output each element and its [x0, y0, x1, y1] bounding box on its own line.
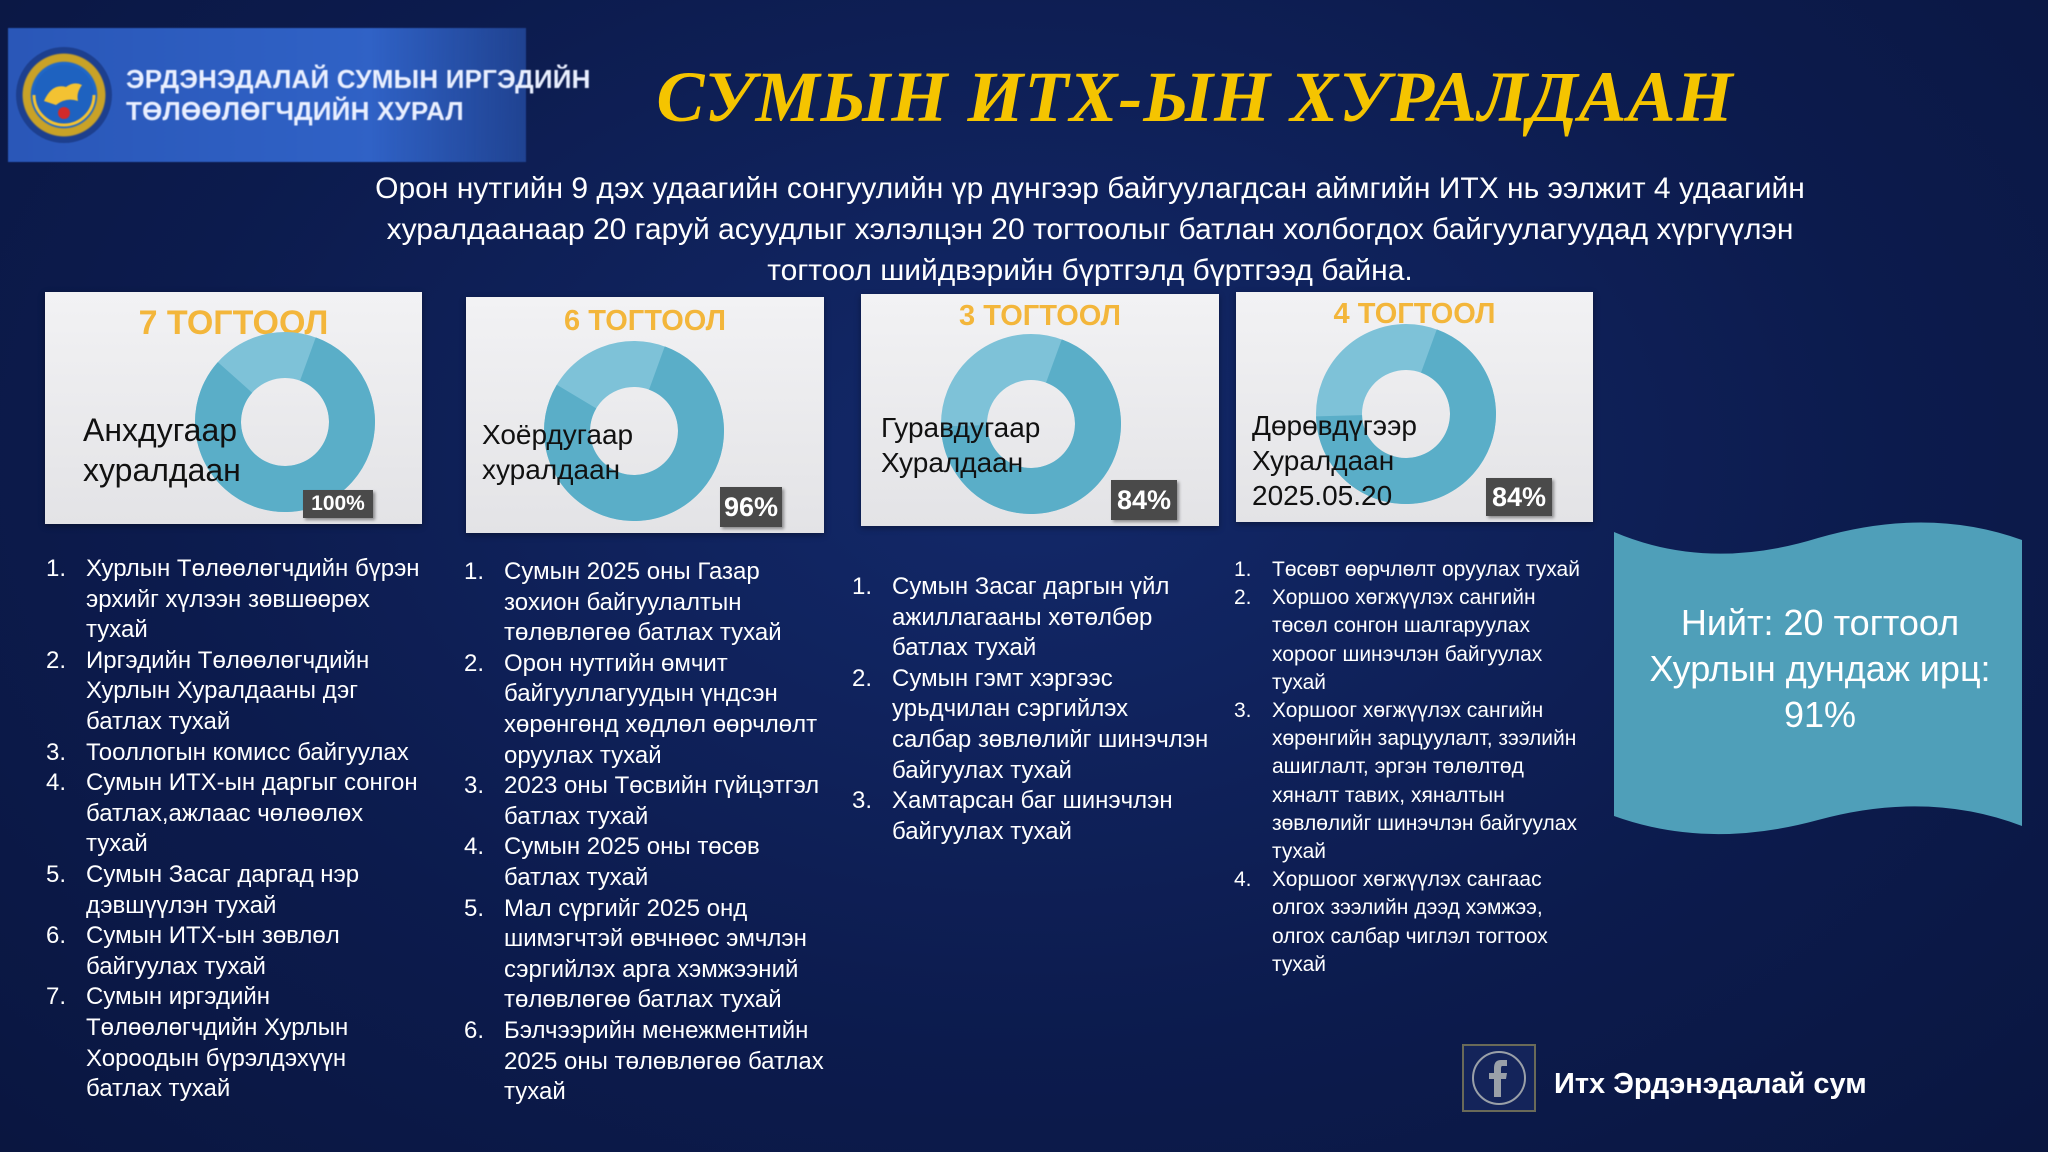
- intro-line1: Орон нутгийн 9 дэх удаагийн сонгуулийн үр дүнгээр байгуулагдсан аймгийн ИТХ нь ээлжит 4 удаагийн: [375, 172, 1805, 205]
- page-title: СУМЫН ИТХ-ЫН ХУРАЛДААН: [656, 57, 1734, 137]
- summary-attendance-label: Хурлын дундаж ирц:: [1649, 648, 1991, 689]
- org-name-line2: ТӨЛӨӨЛӨГЧДИЙН ХУРАЛ: [126, 96, 464, 126]
- resolution-number: 2.: [1234, 586, 1252, 610]
- session-count-label: 7 ТОГТООЛ: [138, 304, 329, 342]
- session-count-label: 4 ТОГТООЛ: [1333, 298, 1496, 330]
- resolution-item: [46, 738, 426, 769]
- resolution-item: [464, 1016, 824, 1108]
- resolution-number: 1.: [1234, 558, 1252, 581]
- facebook-icon[interactable]: [1464, 1046, 1534, 1110]
- intro-line2: хуралдаанаар 20 гаруй асуудлыг хэлэлцэн 20 тогтоолыг батлан холбогдох байгуулагуудад хүргүүлэн: [386, 213, 1794, 246]
- resolution-item: [46, 982, 426, 1104]
- resolution-number: 4.: [464, 833, 485, 861]
- resolution-item: [464, 557, 824, 649]
- attendance-percent-badge: 96%: [720, 487, 782, 527]
- resolution-text: Сумын Засаг даргад нэр дэвшүүлэн тухай: [86, 860, 360, 919]
- session-name: [83, 410, 241, 490]
- org-name-line1: ЭРДЭНЭДАЛАЙ СУМЫН ИРГЭДИЙН: [126, 64, 591, 94]
- resolution-text: Хоршоо хөгжүүлэх сангийн төсөл сонгон шалгаруулах хороог шинэчлэн байгуулах тухай: [1272, 586, 1543, 694]
- resolution-number: 6.: [464, 1016, 485, 1044]
- session-name-line1: Гуравдугаар: [881, 412, 1041, 443]
- header-logo-banner: [8, 28, 591, 162]
- session-name-line1: Анхдугаар: [83, 412, 238, 448]
- intro-text: [270, 168, 1910, 291]
- resolution-number: 2.: [464, 649, 485, 677]
- resolution-text: Орон нутгийн өмчит байгууллагуудын үндсэн хөрөнгөнд хөдлөл өөрчлөлт оруулах тухай: [504, 649, 818, 769]
- resolution-text: Тооллогын комисс байгуулах: [86, 738, 409, 766]
- resolution-text: Хоршоог хөгжүүлэх сангийн хөрөнгийн зарцуулалт, зээлийн ашиглалт, эргэн төлөлтөд хяналт тавих, хяналтын зөвлөлийг шинэчлэн байгуулах тухай: [1272, 699, 1577, 864]
- facebook-page-name[interactable]: Итх Эрдэнэдалай сум: [1554, 1068, 1867, 1100]
- resolution-number: 3.: [46, 738, 67, 766]
- resolution-list-1: [46, 554, 426, 1105]
- resolution-item: [1234, 584, 1594, 697]
- resolution-number: 5.: [464, 894, 485, 922]
- resolution-item: [852, 786, 1212, 847]
- resolution-number: 1.: [464, 558, 485, 585]
- session-name-line2: хуралдаан: [482, 454, 621, 485]
- resolution-number: 1.: [852, 573, 873, 600]
- resolution-item: [464, 832, 824, 893]
- resolution-text: Сумын ИТХ-ын зөвлөл байгуулах тухай: [86, 922, 340, 980]
- facebook-link-box[interactable]: [1462, 1044, 1536, 1112]
- resolution-text: Хурлын Төлөөлөгчдийн бүрэн эрхийг хүлээн зөвшөөрөх тухай: [86, 555, 420, 644]
- resolution-item: [1234, 866, 1594, 979]
- resolution-item: [46, 860, 426, 921]
- resolution-text: Сумын Засаг даргын үйл ажиллагааны хөтөлбөр батлах тухай: [892, 573, 1170, 662]
- session-card-1: [45, 292, 422, 524]
- session-name-line1: Дөрөвдүгээр: [1252, 410, 1417, 441]
- session-card-2: [466, 297, 824, 533]
- session-count-label: 6 ТОГТООЛ: [564, 305, 726, 337]
- session-card-3: [861, 294, 1219, 526]
- resolution-item: [852, 572, 1212, 664]
- resolution-item: [852, 664, 1212, 786]
- resolution-item: [46, 921, 426, 982]
- resolution-text: Сумын ИТХ-ын даргыг сонгон батлах,ажлаас чөлөөлөх тухай: [86, 769, 418, 858]
- session-name: [482, 417, 633, 487]
- resolution-text: 2023 оны Төсвийн гүйцэтгэл батлах тухай: [504, 772, 820, 830]
- org-name: [126, 63, 591, 127]
- summary-total: Нийт: 20 тогтоол: [1680, 602, 1960, 643]
- session-name-line2: Хуралдаан: [881, 447, 1024, 478]
- resolution-item: [464, 894, 824, 1016]
- resolution-list-4: [1234, 556, 1594, 979]
- resolution-item: [46, 554, 426, 646]
- resolution-number: 2.: [852, 664, 873, 692]
- session-date: 2025.05.20: [1252, 480, 1393, 511]
- session-count-label: 3 ТОГТООЛ: [959, 300, 1121, 332]
- resolution-item: [46, 646, 426, 738]
- resolution-number: 2.: [46, 646, 67, 674]
- resolution-number: 7.: [46, 983, 67, 1011]
- session-name: [1252, 408, 1417, 513]
- resolution-list-3: [852, 572, 1212, 847]
- emblem-icon: [16, 47, 112, 143]
- resolution-number: 3.: [464, 772, 485, 800]
- resolution-text: Хамтарсан баг шинэчлэн байгуулах тухай: [892, 787, 1173, 845]
- resolution-number: 3.: [1234, 699, 1252, 723]
- resolution-item: [1234, 697, 1594, 866]
- resolution-text: Сумын иргэдийн Төлөөлөгчдийн Хурлын Хороодын бүрэлдэхүүн батлах тухай: [86, 983, 349, 1103]
- resolution-text: Мал сүргийг 2025 онд шимэгчтэй өвчнөөс эмчлэн сэргийлэх арга хэмжээний төлөвлөгөө батлах тухай: [504, 894, 807, 1014]
- session-name-line2: хуралдаан: [83, 452, 241, 488]
- resolution-item: [1234, 556, 1594, 584]
- resolution-item: [464, 771, 824, 832]
- resolution-item: [464, 649, 824, 771]
- resolution-text: Сумын 2025 оны Газар зохион байгуулалтын төлөвлөгөө батлах тухай: [504, 558, 782, 647]
- resolution-number: 3.: [852, 787, 873, 815]
- resolution-text: Сумын 2025 оны төсөв батлах тухай: [504, 833, 760, 891]
- resolution-list-2: [464, 557, 824, 1108]
- resolution-text: Иргэдийн Төлөөлөгчдийн Хурлын Хуралдааны дэг батлах тухай: [86, 646, 370, 735]
- session-name-line1: Хоёрдугаар: [482, 419, 634, 450]
- resolution-number: 5.: [46, 860, 67, 888]
- resolution-number: 4.: [46, 769, 67, 797]
- session-name: [881, 410, 1040, 480]
- resolution-item: [46, 768, 426, 860]
- resolution-text: Төсөвт өөрчлөлт оруулах тухай: [1272, 558, 1580, 581]
- summary-attendance-value: 91%: [1783, 694, 1857, 735]
- session-name-line2: Хуралдаан: [1252, 445, 1395, 476]
- resolution-text: Бэлчээрийн менежментийн 2025 оны төлөвлөгөө батлах тухай: [504, 1016, 824, 1106]
- resolution-text: Сумын гэмт хэргээс урьдчилан сэргийлэх салбар зөвлөлийг шинэчлэн байгуулах тухай: [892, 664, 1209, 784]
- resolution-number: 1.: [46, 555, 67, 582]
- resolution-number: 6.: [46, 922, 67, 950]
- attendance-percent-badge: 84%: [1486, 478, 1552, 516]
- attendance-percent-badge: 84%: [1111, 480, 1177, 520]
- resolution-text: Хоршоог хөгжүүлэх сангаас олгох зээлийн дээд хэмжээ, олгох салбар чиглэл тогтоох тухай: [1272, 868, 1548, 976]
- session-card-4: [1236, 292, 1593, 522]
- attendance-percent-badge: 100%: [303, 490, 373, 518]
- intro-line3: тогтоол шийдвэрийн бүртгэлд бүртгээд байна.: [767, 254, 1413, 287]
- summary-text: [1610, 600, 2030, 738]
- resolution-number: 4.: [1234, 868, 1252, 892]
